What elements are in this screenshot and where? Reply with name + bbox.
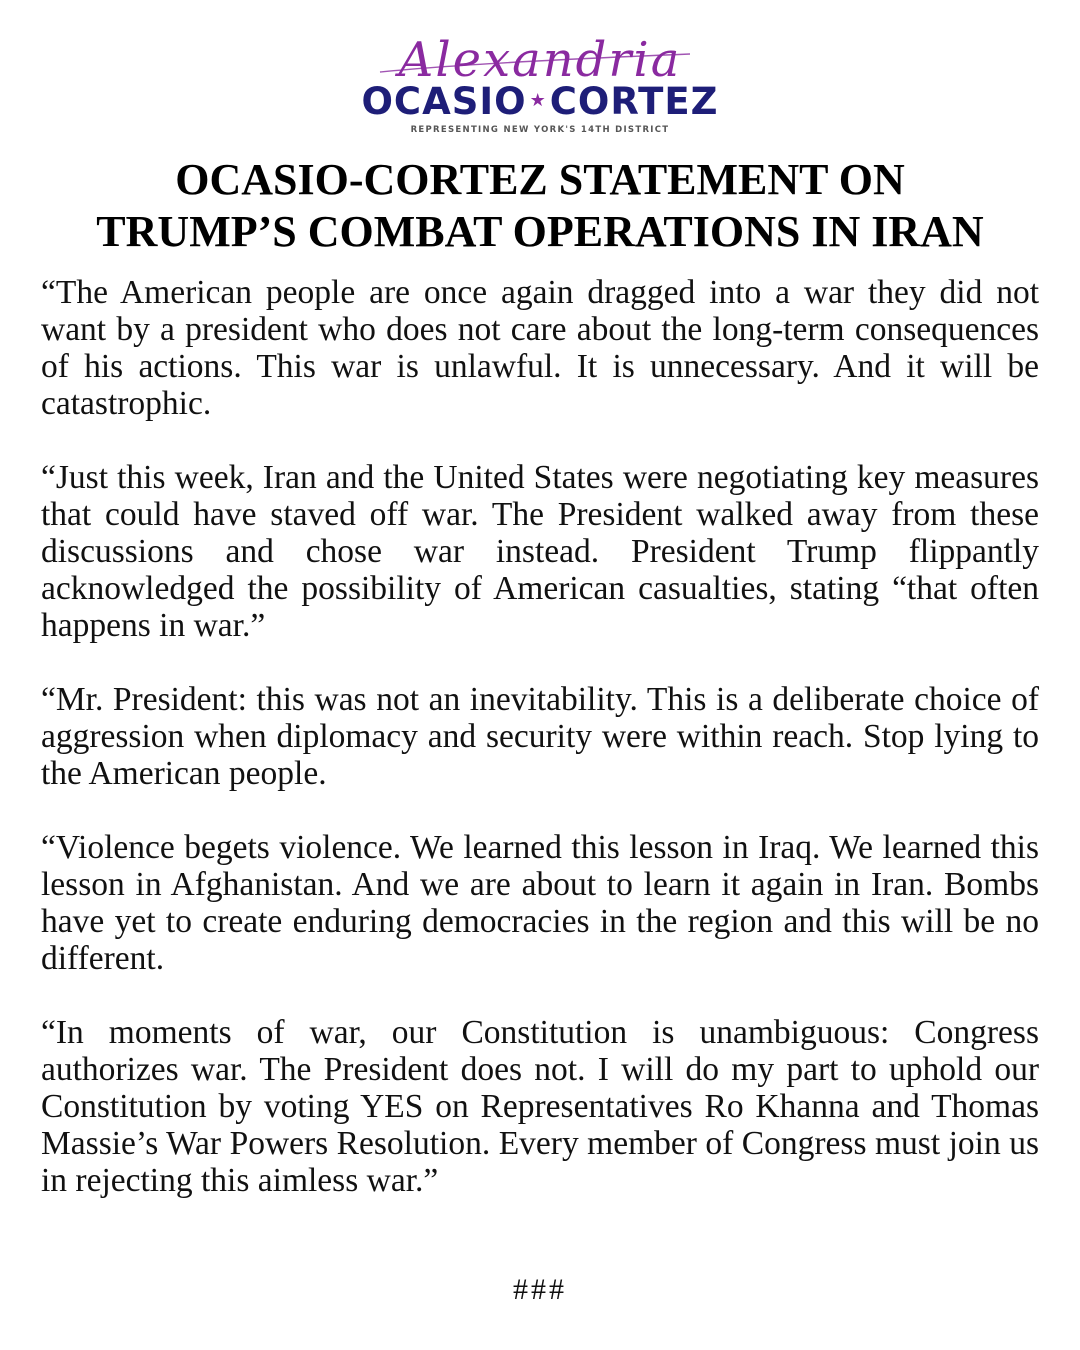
logo-script-text: Alexandria [398, 32, 682, 88]
end-mark: ### [513, 1273, 567, 1306]
paragraph-5: “In moments of war, our Constitution is unambiguous: Congress authorizes war. The President does not. I will do my part to uphold our Constitution by voting YES on Representatives Ro Khanna and Thomas Massie’s War Powers Resolution. Every member of Congress must join us in rejecting this aimless war.” [41, 1014, 1039, 1199]
paragraph-1: “The American people are once again dragged into a war they did not want by a president who does not care about the long-term consequences of his actions. This war is unlawful. It is unnecessary. And it will be catastrophic. [41, 274, 1039, 422]
logo-district-tagline: REPRESENTING NEW YORK'S 14TH DISTRICT [410, 125, 670, 135]
title-line-1: OCASIO-CORTEZ STATEMENT ON [175, 155, 905, 204]
star-icon: ★ [529, 89, 547, 111]
paragraph-2: “Just this week, Iran and the United States were negotiating key measures that could have staved off war. The President walked away from these discussions and chose war instead. President Trump flippantly acknowledged the possibility of American casualties, stating “that often happens in war.” [41, 459, 1039, 644]
title-line-2: TRUMP’S COMBAT OPERATIONS IN IRAN [96, 207, 984, 256]
statement-body [41, 274, 1039, 1236]
logo-name-right: CORTEZ [549, 80, 719, 123]
paragraph-4: “Violence begets violence. We learned this lesson in Iraq. We learned this lesson in Afghanistan. And we are about to learn it again in Iran. Bombs have yet to create enduring democracies in the region and this will be no different. [41, 829, 1039, 977]
paragraph-3: “Mr. President: this was not an inevitability. This is a deliberate choice of aggression when diplomacy and security were within reach. Stop lying to the American people. [41, 681, 1039, 792]
campaign-logo [340, 14, 740, 139]
logo-wordmark [340, 82, 740, 124]
statement-title [30, 154, 1050, 258]
logo-name-left: OCASIO [361, 80, 527, 123]
